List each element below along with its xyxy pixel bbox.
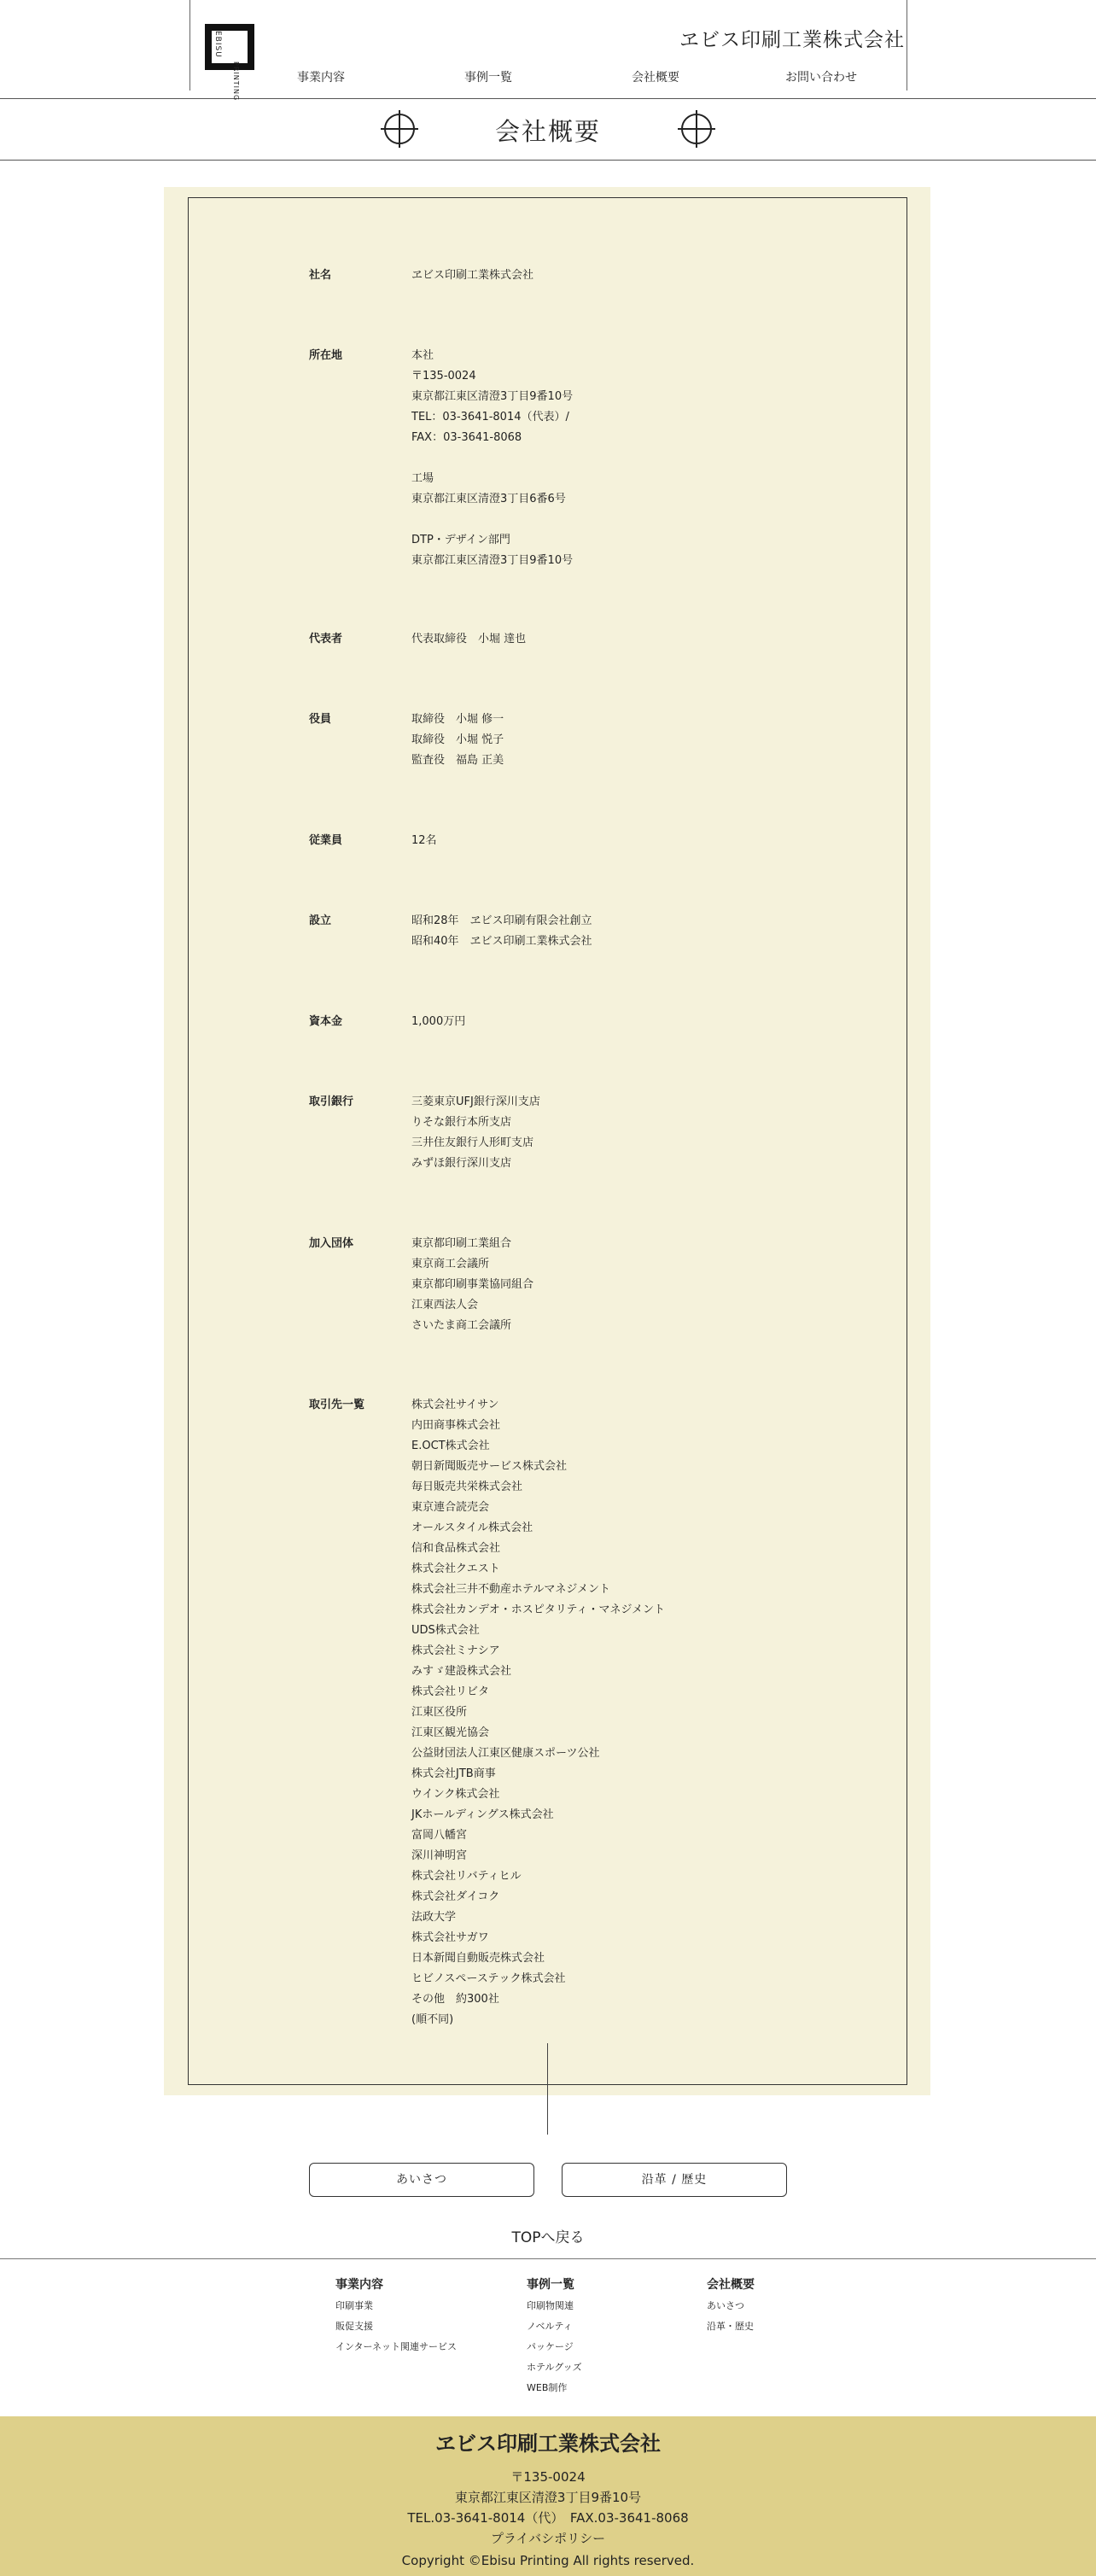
profile-value-line: 株式会社JTB商事	[411, 1767, 496, 1780]
profile-value-line: 昭和28年 ヱビス印刷有限会社創立	[411, 914, 592, 927]
site-footer	[0, 2416, 1096, 2576]
profile-value-line: 東京都江東区清澄3丁目9番10号	[411, 554, 574, 567]
profile-value-line: 〒135-0024	[411, 370, 476, 383]
profile-value-line: 江東西法人会	[411, 1299, 479, 1311]
sitemap-col-business	[335, 2275, 457, 2357]
profile-value-line: 東京都江東区清澄3丁目6番6号	[411, 493, 566, 505]
profile-value-line	[411, 510, 889, 530]
sitemap-heading[interactable]: 会社概要	[707, 2278, 755, 2292]
profile-value-line: ヱビス印刷工業株式会社	[411, 269, 534, 282]
profile-value-line: 昭和40年 ヱビス印刷工業株式会社	[411, 935, 592, 948]
profile-value-line: 株式会社リビタ	[411, 1685, 490, 1698]
profile-label: 設立	[309, 914, 332, 927]
profile-value-line: 株式会社ミナシア	[411, 1644, 500, 1657]
profile-value-line: みすゞ建設株式会社	[411, 1665, 512, 1678]
site-header	[0, 0, 1096, 102]
profile-value-line: 代表取締役 小堀 達也	[411, 633, 527, 645]
privacy-policy-link[interactable]: プライバシポリシー	[490, 2531, 606, 2546]
profile-value-line: 株式会社カンデオ・ホスピタリティ・マネジメント	[411, 1603, 666, 1616]
footer-phone: TEL.03-3641-8014（代） FAX.03-3641-8068	[407, 2510, 689, 2526]
profile-value-line: 富岡八幡宮	[411, 1829, 468, 1842]
profile-value-line: 東京都江東区清澄3丁目9番10号	[411, 390, 574, 403]
profile-label: 代表者	[309, 633, 343, 645]
profile-value-line: 東京連合読売会	[411, 1501, 490, 1514]
logo-bracket-right	[227, 24, 254, 70]
footer-divider	[0, 2258, 1096, 2259]
profile-value-line: 江東区役所	[411, 1706, 468, 1719]
site-title[interactable]: ヱビス印刷工業株式会社	[679, 29, 905, 51]
footer-postal: 〒135-0024	[510, 2469, 586, 2485]
profile-label: 加入団体	[309, 1237, 354, 1250]
profile-label: 資本金	[309, 1015, 343, 1028]
profile-value-line: 株式会社サガワ	[411, 1931, 489, 1944]
sitemap-heading[interactable]: 事例一覧	[527, 2278, 574, 2292]
nav-item-contact[interactable]: お問い合わせ	[785, 71, 857, 85]
page-title-band	[0, 99, 1096, 161]
profile-value-line: 株式会社クエスト	[411, 1563, 500, 1575]
sitemap-link[interactable]: ホテルグッズ	[527, 2362, 582, 2373]
profile-value-line: その他 約300社	[411, 1993, 499, 2006]
crosshair-icon	[381, 110, 418, 148]
profile-value-line: 日本新聞自動販売株式会社	[411, 1952, 545, 1965]
profile-value-line: 12名	[411, 834, 437, 847]
sitemap-link[interactable]: あいさつ	[707, 2300, 744, 2311]
profile-value-line: さいたま商工会議所	[411, 1319, 512, 1332]
company-logo[interactable]	[205, 24, 256, 102]
profile-label: 役員	[309, 713, 332, 726]
profile-value	[411, 629, 889, 650]
profile-value-line: 取締役 小堀 修一	[411, 713, 504, 726]
profile-value-line: 東京都印刷工業組合	[411, 1237, 512, 1250]
profile-value	[411, 710, 889, 771]
sitemap-link[interactable]: 印刷事業	[335, 2300, 373, 2311]
profile-value-line: 朝日新聞販売サービス株式会社	[411, 1460, 568, 1473]
nav-item-company[interactable]: 会社概要	[632, 71, 679, 85]
footer-address: 東京都江東区清澄3丁目9番10号	[454, 2490, 642, 2505]
footer-copyright: Copyright ©Ebisu Printing All rights reserved.	[401, 2553, 695, 2568]
profile-value-line: E.OCT株式会社	[411, 1440, 490, 1452]
profile-value-line: 深川神明宮	[411, 1849, 468, 1862]
profile-value-line: JKホールディングス株式会社	[411, 1808, 554, 1821]
profile-value-line: 江東区観光協会	[411, 1726, 490, 1739]
logo-text-ebisu: EBISU	[213, 31, 222, 58]
back-to-top-link[interactable]: TOPへ戻る	[511, 2229, 585, 2246]
profile-value-line	[411, 448, 889, 469]
connector-line	[547, 2043, 548, 2135]
greeting-button[interactable]: あいさつ	[309, 2163, 534, 2197]
profile-value-line: 信和食品株式会社	[411, 1542, 501, 1555]
profile-value-line: 内田商事株式会社	[411, 1419, 501, 1432]
sitemap-col-company	[707, 2275, 755, 2337]
profile-value-line: 監査役 福島 正美	[411, 754, 504, 767]
profile-value	[411, 266, 889, 286]
nav-item-cases[interactable]: 事例一覧	[464, 71, 512, 85]
profile-value-line: UDS株式会社	[411, 1624, 480, 1637]
profile-value-line: 三井住友銀行人形町支店	[411, 1136, 534, 1149]
crosshair-icon	[678, 110, 715, 148]
profile-value-line: 法政大学	[411, 1911, 457, 1924]
sitemap-heading[interactable]: 事業内容	[335, 2278, 383, 2292]
profile-value-line: TEL：03-3641-8014（代表）/	[411, 411, 569, 423]
profile-value-line: 本社	[411, 349, 434, 362]
profile-value-line: ウインク株式会社	[411, 1788, 500, 1801]
sitemap-link[interactable]: インターネット関連サービス	[335, 2341, 458, 2352]
profile-value-line: オールスタイル株式会社	[411, 1522, 533, 1534]
header-divider-left	[189, 0, 190, 91]
profile-value-line: 1,000万円	[411, 1015, 466, 1028]
profile-value	[411, 1395, 889, 2030]
profile-value	[411, 346, 889, 571]
profile-value-line: 毎日販売共栄株式会社	[411, 1481, 523, 1493]
profile-value-line: 株式会社サイサン	[411, 1399, 499, 1411]
page-title: 会社概要	[494, 117, 601, 146]
profile-value-line: 工場	[411, 472, 434, 485]
profile-label: 取引銀行	[309, 1095, 354, 1108]
profile-label: 所在地	[309, 349, 343, 362]
profile-value-line: (順不同)	[411, 2013, 454, 2026]
profile-value	[411, 1012, 889, 1032]
history-button[interactable]: 沿革 / 歴史	[562, 2163, 787, 2197]
profile-value-line: 株式会社ダイコク	[411, 1890, 500, 1903]
profile-value-line: 株式会社リバティヒル	[411, 1870, 522, 1883]
profile-value	[411, 831, 889, 851]
profile-value-line: 公益財団法人江東区健康スポーツ公社	[411, 1747, 600, 1760]
profile-value	[411, 1092, 889, 1174]
sitemap-link[interactable]: 印刷物関連	[527, 2300, 574, 2311]
sitemap-col-cases	[527, 2275, 582, 2398]
profile-value-line: 東京商工会議所	[411, 1258, 490, 1270]
profile-label: 社名	[309, 269, 332, 282]
profile-value	[411, 911, 889, 952]
logo-text-printing: PRINTING	[232, 61, 240, 102]
profile-label: 従業員	[309, 834, 343, 847]
profile-value	[411, 1234, 889, 1336]
sitemap-link[interactable]: ノベルティ	[527, 2321, 573, 2332]
sitemap-link[interactable]: パッケージ	[527, 2341, 574, 2352]
profile-value-line: DTP・デザイン部門	[411, 534, 510, 546]
profile-value-line: 三菱東京UFJ銀行深川支店	[411, 1095, 540, 1108]
profile-value-line: 取締役 小堀 悦子	[411, 733, 504, 746]
profile-label: 取引先一覧	[309, 1399, 365, 1411]
main-nav	[256, 68, 905, 89]
profile-value-line: 東京都印刷事業協同組合	[411, 1278, 534, 1291]
footer-company-name: ヱビス印刷工業株式会社	[435, 2432, 661, 2456]
profile-value-line: みずほ銀行深川支店	[411, 1157, 512, 1170]
sitemap-link[interactable]: 販促支援	[335, 2321, 373, 2332]
nav-item-business[interactable]: 事業内容	[297, 71, 345, 85]
profile-value-line: りそな銀行本所支店	[411, 1116, 512, 1129]
sitemap-link[interactable]: 沿革・歴史	[707, 2321, 754, 2332]
profile-value-line: ヒビノスペーステック株式会社	[411, 1972, 566, 1985]
profile-value-line: 株式会社三井不動産ホテルマネジメント	[411, 1583, 610, 1596]
sitemap-link[interactable]: WEB制作	[527, 2382, 568, 2393]
profile-value-line: FAX：03-3641-8068	[411, 431, 522, 444]
